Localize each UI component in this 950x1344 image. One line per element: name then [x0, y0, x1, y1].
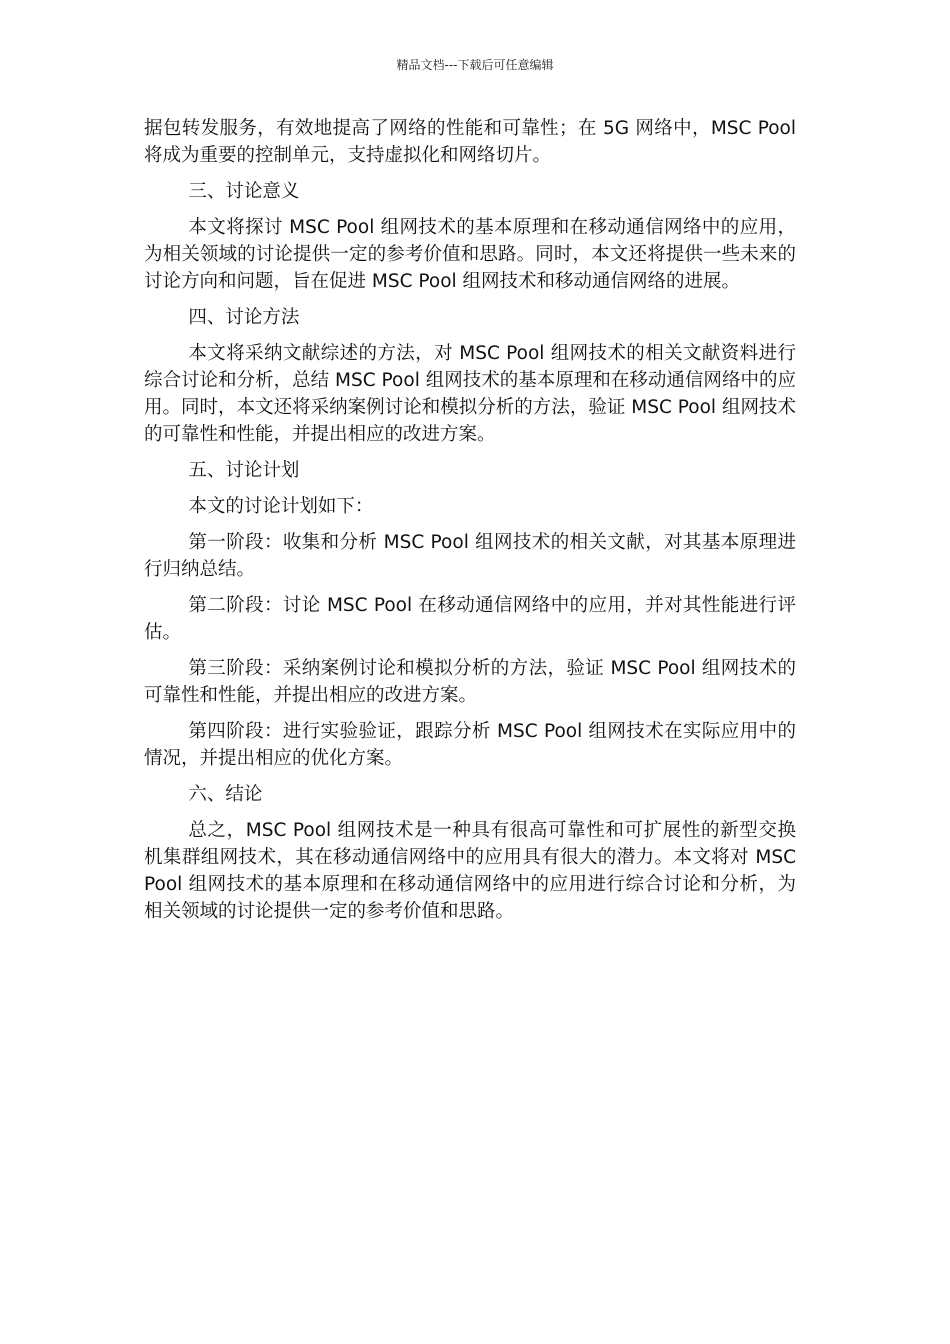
paragraph-significance: 本文将探讨 MSC Pool 组网技术的基本原理和在移动通信网络中的应用，为相关领域的讨论提供一定的参考价值和思路。同时，本文还将提供一些未来的讨论方向和问题，旨在促进 MSC Pool 组网技术和移动通信网络的进展。 — [144, 217, 796, 292]
section-heading-conclusion: 六、结论 — [188, 784, 263, 805]
paragraph-plan-intro: 本文的讨论计划如下： — [188, 496, 374, 517]
document-body — [144, 115, 796, 934]
paragraph-plan-stage-1: 第一阶段：收集和分析 MSC Pool 组网技术的相关文献，对其基本原理进行归纳总结。 — [144, 532, 796, 580]
paragraph-conclusion: 总之，MSC Pool 组网技术是一种具有很高可靠性和可扩展性的新型交换机集群组网技术，其在移动通信网络中的应用具有很大的潜力。本文将对 MSC Pool 组网技术的基本原理和在移动通信网络中的应用进行综合讨论和分析，为相关领域的讨论提供一定的参考价值和思路。 — [144, 820, 796, 922]
section-heading-plan: 五、讨论计划 — [188, 460, 300, 481]
paragraph-plan-stage-3: 第三阶段：采纳案例讨论和模拟分析的方法，验证 MSC Pool 组网技术的可靠性和性能，并提出相应的改进方案。 — [144, 658, 796, 706]
page-header: 精品文档---下载后可任意编辑 — [396, 58, 554, 72]
paragraph-continuation: 据包转发服务，有效地提高了网络的性能和可靠性；在 5G 网络中，MSC Pool 将成为重要的控制单元，支持虚拟化和网络切片。 — [144, 118, 796, 166]
paragraph-plan-stage-2: 第二阶段：讨论 MSC Pool 在移动通信网络中的应用，并对其性能进行评估。 — [144, 595, 796, 643]
paragraph-method: 本文将采纳文献综述的方法，对 MSC Pool 组网技术的相关文献资料进行综合讨论和分析，总结 MSC Pool 组网技术的基本原理和在移动通信网络中的应用。同时，本文还将采纳案例讨论和模拟分析的方法，验证 MSC Pool 组网技术的可靠性和性能，并提出相应的改进方案。 — [144, 343, 796, 445]
section-heading-method: 四、讨论方法 — [188, 307, 300, 328]
section-heading-significance: 三、讨论意义 — [188, 181, 300, 202]
paragraph-plan-stage-4: 第四阶段：进行实验验证，跟踪分析 MSC Pool 组网技术在实际应用中的情况，并提出相应的优化方案。 — [144, 721, 796, 769]
